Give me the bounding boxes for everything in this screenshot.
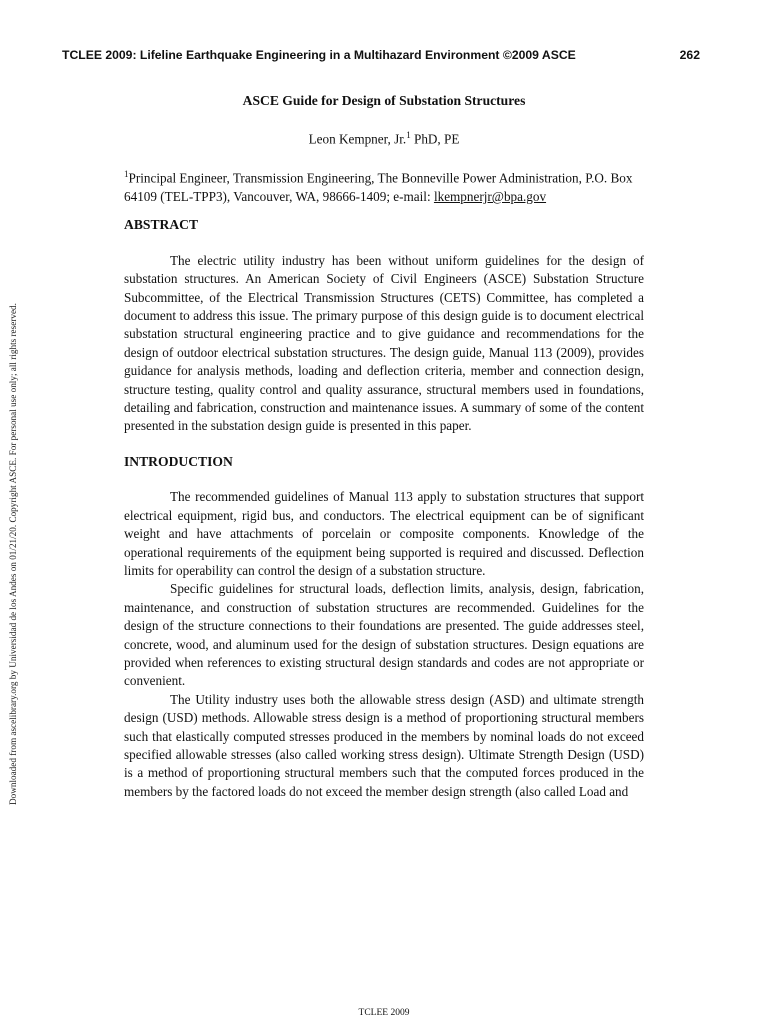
paper-title: ASCE Guide for Design of Substation Structures: [242, 93, 526, 108]
author-credentials: PhD, PE: [410, 131, 460, 147]
intro-paragraph: The Utility industry uses both the allowable stress design (ASD) and ultimate strength design (USD) methods. Allowable stress design is a method of proportioning structural members such that elastically computed stresses produced in the members by nominal loads do not exceed specified allowable stresses (also called working stress design). Ultimate Strength Design (USD) is a method of proportioning structural members such that the computed forces produced in the members by the factored loads do not exceed the member design strength (also called Load and: [124, 691, 644, 799]
page-footer: TCLEE 2009: [358, 1008, 410, 1018]
page-number: 262: [679, 48, 700, 62]
author-line: [124, 126, 644, 149]
intro-paragraph: The recommended guidelines of Manual 113 apply to substation structures that support electrical equipment, rigid bus, and conductors. The electrical equipment can be of significant weight and have attachments of porcelain or composite components. Knowledge of the operational requirements of the equipment being supported is required and discussed. Deflection limits for operability can control the design of a substation structure.: [124, 489, 644, 578]
affiliation: [124, 165, 644, 206]
affiliation-text: Principal Engineer, Transmission Engineering, The Bonneville Power Administration, P.O. Box 64109 (TEL-TPP3), Vancouver, WA, 98666-1409; e-mail:: [124, 170, 633, 204]
affiliation-superscript: 1: [124, 169, 129, 180]
download-notice: Downloaded from ascelibrary.org by Universidad de los Andes on 01/21/20. Copyright ASCE. For personal use only; all rights reserved.: [8, 303, 18, 805]
conference-title: TCLEE 2009: Lifeline Earthquake Engineering in a Multihazard Environment ©2009 ASCE: [62, 48, 576, 62]
abstract-text: The electric utility industry has been without uniform guidelines for the design of substation structures. An American Society of Civil Engineers (ASCE) Substation Structure Subcommittee, of the Electrical Transmission Structures (CETS) Committee, has completed a document to address this issue. The primary purpose of this design guide is to document electrical substation structural engineering practice and to give guidance and recommendations for the design of outdoor electrical substation structures. The design guide, Manual 113 (2009), provides guidance for analysis methods, loading and deflection criteria, member and connection design, structure testing, quality control and quality assurance, structural members used in foundations, detailing and fabrication, construction and maintenance issues. A summary of some of the content presented in the substation design guide is presented in this paper.: [124, 252, 644, 434]
intro-paragraph: Specific guidelines for structural loads, deflection limits, analysis, design, fabrication, maintenance, and construction of substation structures are recommended. Guidelines for the design of the structure connections to their foundations are presented. The guide addresses steel, concrete, wood, and aluminum used for the design of substation structures. Design equations are provided when references to existing structural design standards and codes are not appropriate or convenient.: [124, 581, 644, 689]
abstract-heading: ABSTRACT: [124, 217, 199, 233]
introduction-heading: INTRODUCTION: [124, 453, 233, 469]
running-header: [62, 48, 700, 62]
author-superscript: 1: [406, 130, 411, 141]
paper-body: [124, 92, 644, 801]
author-name: Leon Kempner, Jr.: [308, 131, 407, 147]
email-link[interactable]: lkempnerjr@bpa.gov: [433, 189, 547, 204]
